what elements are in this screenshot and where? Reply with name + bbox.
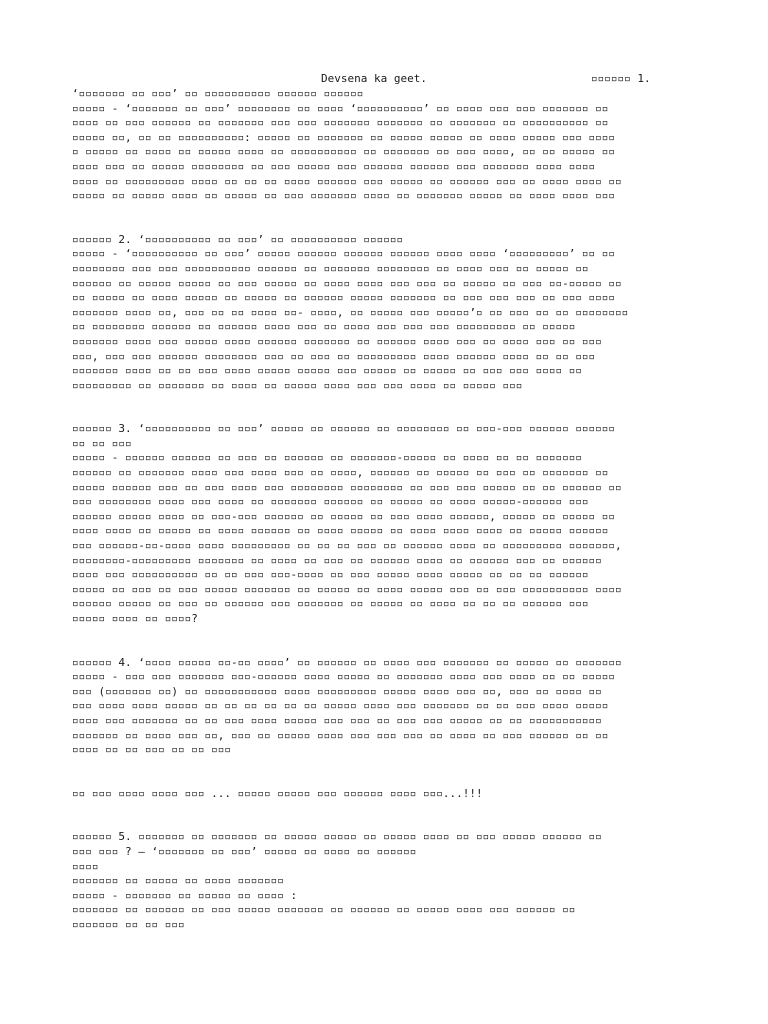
section-line: ▫▫▫▫▫▫▫▫-▫▫▫▫▫▫▫▫▫ ▫▫▫▫▫▫▫ ▫▫ ▫▫▫▫ ▫▫ ▫▫▫ ▫▫ ▫▫▫▫▫▫ ▫▫▫▫ ▫▫ ▫▫▫▫▫▫ ▫▫▫ ▫▫ ▫▫▫▫▫▫ (72, 553, 602, 567)
section-line: ▫▫▫▫▫▫▫ ▫▫▫▫ ▫▫▫ ▫▫▫▫▫ ▫▫▫▫ ▫▫▫▫▫▫ ▫▫▫▫▫▫▫ ▫▫ ▫▫▫▫▫▫ ▫▫▫▫ ▫▫▫ ▫▫ ▫▫▫▫ ▫▫▫ ▫▫ ▫▫▫ (72, 334, 602, 348)
document-page (72, 72, 702, 933)
section-line: ▫▫▫▫▫ ▫▫, ▫▫ ▫▫ ▫▫▫▫▫▫▫▫▫▫: ▫▫▫▫▫ ▫▫ ▫▫▫▫▫▫▫ ▫▫ ▫▫▫▫▫ ▫▫▫▫▫ ▫▫ ▫▫▫▫ ▫▫▫▫▫ ▫▫▫ ▫▫▫▫ (72, 130, 616, 144)
section-remark (72, 787, 702, 802)
section-line: ▫▫▫▫▫▫ 5. ▫▫▫▫▫▫▫ ▫▫ ▫▫▫▫▫▫▫ ▫▫ ▫▫▫▫▫ ▫▫▫▫▫ ▫▫ ▫▫▫▫▫ ▫▫▫▫ ▫▫ ▫▫▫ ▫▫▫▫▫ ▫▫▫▫▫▫ ▫▫ (72, 830, 602, 844)
section-line: ▫▫▫ ▫▫▫ ? – ‘▫▫▫▫▫▫▫ ▫▫ ▫▫▫’ ▫▫▫▫▫ ▫▫ ▫▫▫▫ ▫▫ ▫▫▫▫▫▫ (72, 844, 417, 858)
section-line: ▫▫▫▫▫▫ ▫▫ ▫▫▫▫▫▫▫ ▫▫▫▫ ▫▫▫ ▫▫▫▫ ▫▫▫ ▫▫ ▫▫▫▫, ▫▫▫▫▫▫ ▫▫ ▫▫▫▫▫ ▫▫ ▫▫▫ ▫▫ ▫▫▫▫▫▫▫ ▫▫ (72, 466, 609, 480)
section-line: ▫▫▫▫▫▫▫▫ ▫▫▫ ▫▫▫ ▫▫▫▫▫▫▫▫▫▫ ▫▫▫▫▫▫ ▫▫ ▫▫▫▫▫▫▫ ▫▫▫▫▫▫▫▫ ▫▫ ▫▫▫▫ ▫▫▫ ▫▫ ▫▫▫▫▫ ▫▫ (72, 261, 589, 275)
section-line: ▫▫▫ ▫▫▫▫▫▫-▫▫-▫▫▫▫ ▫▫▫▫ ▫▫▫▫▫▫▫▫▫ ▫▫ ▫▫ ▫▫ ▫▫▫ ▫▫ ▫▫▫▫▫▫ ▫▫▫▫ ▫▫ ▫▫▫▫▫▫▫▫▫ ▫▫▫▫▫▫▫, (72, 539, 622, 553)
document-title: Devsena ka geet. (321, 72, 427, 85)
section-line: ▫▫▫▫ ▫▫▫ ▫▫▫▫▫▫▫▫▫▫ ▫▫ ▫▫ ▫▫▫ ▫▫▫-▫▫▫▫ ▫▫ ▫▫▫ ▫▫▫▫▫ ▫▫▫▫ ▫▫▫▫▫ ▫▫ ▫▫ ▫▫ ▫▫▫▫▫▫ (72, 568, 589, 582)
section-2 (72, 233, 702, 394)
section-line: ▫▫ ▫▫▫ ▫▫▫▫ ▫▫▫▫ ▫▫▫ ... ▫▫▫▫▫ ▫▫▫▫▫ ▫▫▫ ▫▫▫▫▫▫ ▫▫▫▫ ▫▫▫...!!! (72, 786, 483, 800)
section-line: ▫▫▫▫▫ - ▫▫▫▫▫▫▫ ▫▫ ▫▫▫▫▫ ▫▫ ▫▫▫▫ : (72, 888, 298, 902)
section-line: ▫▫▫▫ (72, 859, 99, 873)
section-line: ▫ ▫▫▫▫▫ ▫▫ ▫▫▫▫ ▫▫ ▫▫▫▫▫ ▫▫▫▫ ▫▫ ▫▫▫▫▫▫▫▫▫▫ ▫▫ ▫▫▫▫▫▫▫ ▫▫ ▫▫▫ ▫▫▫▫, ▫▫ ▫▫ ▫▫▫▫▫ ▫▫ (72, 145, 616, 159)
section-5 (72, 830, 702, 932)
section-line: ▫▫▫▫▫▫ 2. ‘▫▫▫▫▫▫▫▫▫▫ ▫▫ ▫▫▫’ ▫▫ ▫▫▫▫▫▫▫▫▫▫ ▫▫▫▫▫▫ (72, 232, 404, 246)
section-line: ▫▫▫▫▫▫ 3. ‘▫▫▫▫▫▫▫▫▫▫ ▫▫ ▫▫▫’ ▫▫▫▫▫ ▫▫ ▫▫▫▫▫▫ ▫▫ ▫▫▫▫▫▫▫▫ ▫▫ ▫▫▫-▫▫▫ ▫▫▫▫▫▫ ▫▫▫▫▫▫ (72, 422, 616, 436)
section-line: ▫▫▫, ▫▫▫ ▫▫▫ ▫▫▫▫▫▫ ▫▫▫▫▫▫▫▫ ▫▫▫ ▫▫ ▫▫▫ ▫▫ ▫▫▫▫▫▫▫▫▫ ▫▫▫▫ ▫▫▫▫▫▫ ▫▫▫▫ ▫▫ ▫▫ ▫▫▫ (72, 349, 596, 363)
section-gap (72, 627, 702, 656)
question-label: ▫▫▫▫▫▫ 1. (591, 72, 651, 85)
section-gap (72, 393, 702, 422)
section-line: ▫▫▫▫▫▫▫ ▫▫ ▫▫ ▫▫▫ (72, 917, 185, 931)
section-1 (72, 87, 702, 204)
section-line: ▫▫▫ ▫▫▫▫▫▫▫▫ ▫▫▫▫ ▫▫▫ ▫▫▫▫ ▫▫ ▫▫▫▫▫▫▫ ▫▫▫▫▫▫ ▫▫ ▫▫▫▫▫ ▫▫ ▫▫▫▫ ▫▫▫▫▫-▫▫▫▫▫▫ ▫▫▫ (72, 495, 589, 509)
section-line: ▫▫▫▫▫▫▫ ▫▫ ▫▫▫▫ ▫▫▫ ▫▫, ▫▫▫ ▫▫ ▫▫▫▫▫ ▫▫▫▫ ▫▫▫ ▫▫▫ ▫▫▫ ▫▫ ▫▫▫▫ ▫▫ ▫▫▫ ▫▫▫▫▫▫ ▫▫ ▫▫ (72, 728, 609, 742)
section-line: ▫▫▫▫▫ - ▫▫▫ ▫▫▫ ▫▫▫▫▫▫▫ ▫▫▫-▫▫▫▫▫▫ ▫▫▫▫ ▫▫▫▫▫ ▫▫ ▫▫▫▫▫▫▫ ▫▫▫▫ ▫▫▫ ▫▫▫▫ ▫▫ ▫▫ ▫▫▫▫▫ (72, 670, 616, 684)
section-line: ▫▫▫▫▫ ▫▫▫▫▫▫ ▫▫▫ ▫▫ ▫▫▫ ▫▫▫▫ ▫▫▫ ▫▫▫▫▫▫▫▫ ▫▫▫▫▫▫▫▫ ▫▫ ▫▫▫ ▫▫▫ ▫▫▫▫▫ ▫▫ ▫▫ ▫▫▫▫▫▫ ▫▫ (72, 480, 622, 494)
title-row (72, 72, 702, 87)
section-line: ▫▫▫▫▫ - ‘▫▫▫▫▫▫▫ ▫▫ ▫▫▫’ ▫▫▫▫▫▫▫▫ ▫▫ ▫▫▫▫ ‘▫▫▫▫▫▫▫▫▫▫’ ▫▫ ▫▫▫▫ ▫▫▫ ▫▫▫ ▫▫▫▫▫▫▫ ▫▫ (72, 101, 609, 115)
section-line: ▫▫▫▫▫▫ ▫▫▫▫▫ ▫▫▫▫ ▫▫ ▫▫▫-▫▫▫ ▫▫▫▫▫▫ ▫▫ ▫▫▫▫▫ ▫▫ ▫▫▫ ▫▫▫▫ ▫▫▫▫▫▫, ▫▫▫▫▫ ▫▫ ▫▫▫▫▫ ▫▫ (72, 509, 616, 523)
section-gap (72, 758, 702, 787)
section-line: ▫▫▫▫▫▫▫ ▫▫▫▫ ▫▫, ▫▫▫ ▫▫ ▫▫ ▫▫▫▫ ▫▫- ▫▫▫▫, ▫▫ ▫▫▫▫▫ ▫▫▫ ▫▫▫▫▫’▫ ▫▫ ▫▫▫ ▫▫ ▫▫ ▫▫▫▫▫▫▫▫ (72, 305, 629, 319)
section-line: ▫▫▫ ▫▫▫▫ ▫▫▫▫ ▫▫▫▫▫ ▫▫ ▫▫ ▫▫ ▫▫ ▫▫ ▫▫ ▫▫▫▫▫ ▫▫▫▫ ▫▫▫ ▫▫▫▫▫▫▫ ▫▫ ▫▫ ▫▫▫ ▫▫▫▫ ▫▫▫▫▫ (72, 699, 609, 713)
section-line: ▫▫▫▫ ▫▫▫ ▫▫▫▫▫▫▫ ▫▫ ▫▫ ▫▫▫ ▫▫▫▫ ▫▫▫▫▫ ▫▫▫ ▫▫▫ ▫▫ ▫▫▫ ▫▫▫ ▫▫▫▫▫ ▫▫ ▫▫ ▫▫▫▫▫▫▫▫▫▫▫ (72, 713, 602, 727)
section-line: ▫▫ ▫▫▫▫▫ ▫▫ ▫▫▫▫ ▫▫▫▫▫ ▫▫ ▫▫▫▫▫ ▫▫ ▫▫▫▫▫▫ ▫▫▫▫▫ ▫▫▫▫▫▫▫ ▫▫ ▫▫▫ ▫▫▫ ▫▫▫ ▫▫ ▫▫▫ ▫▫▫▫ (72, 291, 616, 305)
section-line: ▫▫▫▫▫▫ 4. ‘▫▫▫▫ ▫▫▫▫▫ ▫▫-▫▫ ▫▫▫▫’ ▫▫ ▫▫▫▫▫▫ ▫▫ ▫▫▫▫ ▫▫▫ ▫▫▫▫▫▫▫ ▫▫ ▫▫▫▫▫ ▫▫ ▫▫▫▫▫▫▫ (72, 655, 622, 669)
section-line: ▫▫▫▫▫ - ▫▫▫▫▫▫ ▫▫▫▫▫▫ ▫▫ ▫▫▫ ▫▫ ▫▫▫▫▫▫ ▫▫ ▫▫▫▫▫▫▫-▫▫▫▫▫ ▫▫ ▫▫▫▫ ▫▫ ▫▫ ▫▫▫▫▫▫▫ (72, 451, 582, 465)
section-line: ▫▫▫▫▫ ▫▫ ▫▫▫ ▫▫ ▫▫▫ ▫▫▫▫▫ ▫▫▫▫▫▫▫ ▫▫ ▫▫▫▫▫ ▫▫ ▫▫▫▫ ▫▫▫▫▫ ▫▫▫ ▫▫ ▫▫▫ ▫▫▫▫▫▫▫▫▫▫ ▫▫▫▫ (72, 582, 622, 596)
section-line: ▫▫▫▫▫ ▫▫▫▫ ▫▫ ▫▫▫▫? (72, 612, 198, 625)
section-line: ▫▫ ▫▫▫▫▫▫▫▫ ▫▫▫▫▫▫ ▫▫ ▫▫▫▫▫▫ ▫▫▫▫ ▫▫▫ ▫▫ ▫▫▫▫ ▫▫▫ ▫▫▫ ▫▫▫ ▫▫▫▫▫▫▫▫▫ ▫▫ ▫▫▫▫▫ (72, 320, 576, 334)
section-line: ▫▫▫▫ ▫▫ ▫▫▫ ▫▫▫▫▫▫ ▫▫ ▫▫▫▫▫▫▫ ▫▫▫ ▫▫▫ ▫▫▫▫▫▫▫ ▫▫▫▫▫▫▫ ▫▫ ▫▫▫▫▫▫▫ ▫▫ ▫▫▫▫▫▫▫▫▫▫ ▫▫ (72, 116, 609, 130)
section-line: ▫▫▫▫▫▫▫▫▫ ▫▫ ▫▫▫▫▫▫▫ ▫▫ ▫▫▫▫ ▫▫ ▫▫▫▫▫ ▫▫▫▫ ▫▫▫ ▫▫▫ ▫▫▫▫ ▫▫ ▫▫▫▫▫ ▫▫▫ (72, 378, 523, 392)
section-line: ▫▫▫▫ ▫▫▫▫ ▫▫ ▫▫▫▫▫ ▫▫ ▫▫▫▫ ▫▫▫▫▫▫ ▫▫ ▫▫▫▫ ▫▫▫▫▫ ▫▫ ▫▫▫▫ ▫▫▫▫ ▫▫▫▫ ▫▫ ▫▫▫▫▫ ▫▫▫▫▫▫ (72, 524, 609, 538)
section-line: ▫▫▫▫▫▫▫ ▫▫▫▫ ▫▫ ▫▫ ▫▫▫ ▫▫▫▫ ▫▫▫▫▫ ▫▫▫▫▫ ▫▫▫ ▫▫▫▫▫ ▫▫ ▫▫▫▫▫ ▫▫ ▫▫▫ ▫▫▫ ▫▫▫▫ ▫▫ (72, 364, 582, 378)
section-line: ▫▫▫▫▫▫ ▫▫▫▫▫ ▫▫ ▫▫▫ ▫▫ ▫▫▫▫▫▫ ▫▫▫ ▫▫▫▫▫▫▫ ▫▫ ▫▫▫▫▫ ▫▫ ▫▫▫▫ ▫▫ ▫▫ ▫▫ ▫▫▫▫▫▫ ▫▫▫ (72, 597, 589, 611)
section-line: ▫▫▫▫▫▫▫ ▫▫ ▫▫▫▫▫▫ ▫▫ ▫▫▫ ▫▫▫▫▫ ▫▫▫▫▫▫▫ ▫▫ ▫▫▫▫▫▫ ▫▫ ▫▫▫▫▫ ▫▫▫▫ ▫▫▫ ▫▫▫▫▫▫ ▫▫ (72, 903, 576, 917)
section-line: ▫▫▫ (▫▫▫▫▫▫▫ ▫▫) ▫▫ ▫▫▫▫▫▫▫▫▫▫▫ ▫▫▫▫ ▫▫▫▫▫▫▫▫▫ ▫▫▫▫▫ ▫▫▫▫ ▫▫▫ ▫▫, ▫▫▫ ▫▫ ▫▫▫▫ ▫▫ (72, 684, 602, 698)
section-line: ▫▫▫▫▫ - ‘▫▫▫▫▫▫▫▫▫▫ ▫▫ ▫▫▫’ ▫▫▫▫▫ ▫▫▫▫▫▫ ▫▫▫▫▫▫ ▫▫▫▫▫▫ ▫▫▫▫ ▫▫▫▫ ‘▫▫▫▫▫▫▫▫▫’ ▫▫ ▫▫ (72, 247, 616, 261)
section-line: ▫▫▫▫ ▫▫ ▫▫▫▫▫▫▫▫▫ ▫▫▫▫ ▫▫ ▫▫ ▫▫ ▫▫▫▫ ▫▫▫▫▫▫ ▫▫▫ ▫▫▫▫▫ ▫▫ ▫▫▫▫▫▫ ▫▫▫ ▫▫ ▫▫▫▫ ▫▫▫▫ ▫▫ (72, 174, 622, 188)
section-line: ▫▫▫▫▫ ▫▫ ▫▫▫▫▫ ▫▫▫▫ ▫▫ ▫▫▫▫▫ ▫▫ ▫▫▫ ▫▫▫▫▫▫▫ ▫▫▫▫ ▫▫ ▫▫▫▫▫▫▫ ▫▫▫▫▫ ▫▫ ▫▫▫▫ ▫▫▫▫ ▫▫▫ (72, 189, 616, 203)
section-gap (72, 801, 702, 830)
section-gap (72, 204, 702, 233)
section-line: ▫▫ ▫▫ ▫▫▫ (72, 436, 132, 450)
section-line: ▫▫▫▫ ▫▫▫ ▫▫ ▫▫▫▫▫ ▫▫▫▫▫▫▫▫ ▫▫ ▫▫▫ ▫▫▫▫▫ ▫▫▫ ▫▫▫▫▫▫ ▫▫▫▫▫▫ ▫▫▫ ▫▫▫▫▫▫▫ ▫▫▫▫ ▫▫▫▫ (72, 159, 596, 173)
section-4 (72, 656, 702, 758)
section-3 (72, 422, 702, 626)
section-line: ▫▫▫▫▫▫ ▫▫ ▫▫▫▫▫ ▫▫▫▫▫ ▫▫ ▫▫▫ ▫▫▫▫▫ ▫▫ ▫▫▫▫ ▫▫▫▫ ▫▫▫ ▫▫▫ ▫▫ ▫▫▫▫▫ ▫▫ ▫▫▫ ▫▫-▫▫▫▫▫ ▫▫ (72, 276, 622, 290)
section-line: ▫▫▫▫ ▫▫ ▫▫ ▫▫▫ ▫▫ ▫▫ ▫▫▫ (72, 743, 231, 757)
section-line: ‘▫▫▫▫▫▫▫ ▫▫ ▫▫▫’ ▫▫ ▫▫▫▫▫▫▫▫▫▫ ▫▫▫▫▫▫ ▫▫▫▫▫▫ (72, 87, 364, 100)
section-line: ▫▫▫▫▫▫▫ ▫▫ ▫▫▫▫▫ ▫▫ ▫▫▫▫ ▫▫▫▫▫▫▫ (72, 874, 284, 888)
